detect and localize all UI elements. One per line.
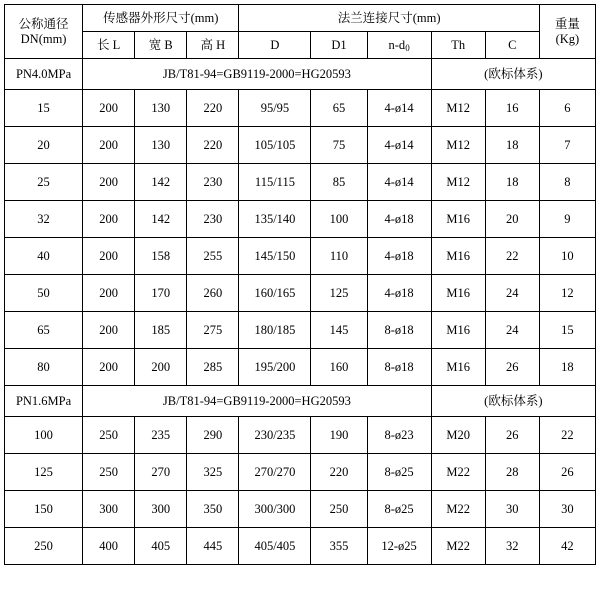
cell-length: 200 xyxy=(83,127,135,164)
cell-dn: 32 xyxy=(5,201,83,238)
header-group-sensor: 传感器外形尺寸(mm) xyxy=(83,5,239,32)
cell-height: 230 xyxy=(187,164,239,201)
cell-d1: 160 xyxy=(311,349,367,386)
header-nominal-diameter-line2: DN(mm) xyxy=(20,31,67,46)
cell-d1: 220 xyxy=(311,454,367,491)
cell-n-d0: 4-ø18 xyxy=(367,201,431,238)
cell-length: 200 xyxy=(83,312,135,349)
cell-c: 22 xyxy=(485,238,539,275)
cell-dn: 150 xyxy=(5,491,83,528)
group-standard-label: JB/T81-94=GB9119-2000=HG20593 xyxy=(83,386,432,417)
cell-d: 195/200 xyxy=(239,349,311,386)
cell-n-d0: 8-ø18 xyxy=(367,349,431,386)
cell-d: 300/300 xyxy=(239,491,311,528)
table-row xyxy=(5,201,596,238)
cell-width: 142 xyxy=(135,164,187,201)
cell-length: 200 xyxy=(83,238,135,275)
cell-th: M16 xyxy=(431,312,485,349)
cell-d1: 355 xyxy=(311,528,367,565)
cell-width: 270 xyxy=(135,454,187,491)
header-flange-n-d0-text: n-d xyxy=(388,37,406,52)
cell-d: 145/150 xyxy=(239,238,311,275)
cell-th: M16 xyxy=(431,201,485,238)
cell-weight: 8 xyxy=(539,164,595,201)
cell-width: 300 xyxy=(135,491,187,528)
cell-length: 200 xyxy=(83,201,135,238)
cell-d: 405/405 xyxy=(239,528,311,565)
cell-d1: 145 xyxy=(311,312,367,349)
cell-width: 130 xyxy=(135,90,187,127)
table-row xyxy=(5,349,596,386)
header-weight xyxy=(539,5,595,59)
cell-width: 200 xyxy=(135,349,187,386)
specification-table xyxy=(4,4,596,565)
header-flange-d1: D1 xyxy=(311,32,367,59)
cell-c: 18 xyxy=(485,127,539,164)
cell-d1: 75 xyxy=(311,127,367,164)
cell-d1: 190 xyxy=(311,417,367,454)
cell-d: 270/270 xyxy=(239,454,311,491)
header-flange-n-d0-subscript: 0 xyxy=(405,42,410,53)
cell-n-d0: 8-ø25 xyxy=(367,454,431,491)
cell-dn: 80 xyxy=(5,349,83,386)
group-pressure-label: PN1.6MPa xyxy=(5,386,83,417)
cell-height: 350 xyxy=(187,491,239,528)
cell-d1: 125 xyxy=(311,275,367,312)
group-note-label: (欧标体系) xyxy=(431,386,595,417)
cell-weight: 42 xyxy=(539,528,595,565)
cell-height: 445 xyxy=(187,528,239,565)
group-standard-label: JB/T81-94=GB9119-2000=HG20593 xyxy=(83,59,432,90)
cell-dn: 25 xyxy=(5,164,83,201)
cell-weight: 12 xyxy=(539,275,595,312)
header-weight-line2: (Kg) xyxy=(555,31,580,46)
cell-height: 285 xyxy=(187,349,239,386)
cell-d: 230/235 xyxy=(239,417,311,454)
cell-weight: 22 xyxy=(539,417,595,454)
cell-width: 142 xyxy=(135,201,187,238)
cell-d1: 110 xyxy=(311,238,367,275)
header-flange-d: D xyxy=(239,32,311,59)
cell-c: 30 xyxy=(485,491,539,528)
cell-th: M16 xyxy=(431,349,485,386)
cell-dn: 20 xyxy=(5,127,83,164)
cell-dn: 50 xyxy=(5,275,83,312)
cell-width: 405 xyxy=(135,528,187,565)
group-header-row xyxy=(5,386,596,417)
cell-length: 250 xyxy=(83,454,135,491)
cell-length: 300 xyxy=(83,491,135,528)
cell-length: 200 xyxy=(83,90,135,127)
cell-width: 235 xyxy=(135,417,187,454)
cell-weight: 7 xyxy=(539,127,595,164)
table-row xyxy=(5,275,596,312)
cell-d1: 250 xyxy=(311,491,367,528)
cell-d: 95/95 xyxy=(239,90,311,127)
cell-d: 180/185 xyxy=(239,312,311,349)
cell-c: 32 xyxy=(485,528,539,565)
cell-th: M16 xyxy=(431,275,485,312)
cell-c: 26 xyxy=(485,417,539,454)
table-row xyxy=(5,528,596,565)
cell-width: 158 xyxy=(135,238,187,275)
header-group-flange: 法兰连接尺寸(mm) xyxy=(239,5,539,32)
table-row xyxy=(5,238,596,275)
header-flange-c: C xyxy=(485,32,539,59)
header-length-l: 长 L xyxy=(83,32,135,59)
cell-n-d0: 4-ø14 xyxy=(367,127,431,164)
table-row xyxy=(5,417,596,454)
cell-n-d0: 8-ø23 xyxy=(367,417,431,454)
cell-c: 20 xyxy=(485,201,539,238)
cell-d1: 100 xyxy=(311,201,367,238)
table-row xyxy=(5,90,596,127)
group-pressure-label: PN4.0MPa xyxy=(5,59,83,90)
header-flange-th: Th xyxy=(431,32,485,59)
header-nominal-diameter xyxy=(5,5,83,59)
cell-n-d0: 8-ø18 xyxy=(367,312,431,349)
cell-height: 220 xyxy=(187,90,239,127)
table-row xyxy=(5,312,596,349)
cell-n-d0: 4-ø14 xyxy=(367,164,431,201)
cell-weight: 18 xyxy=(539,349,595,386)
cell-d: 160/165 xyxy=(239,275,311,312)
cell-height: 230 xyxy=(187,201,239,238)
header-nominal-diameter-line1: 公称通径 xyxy=(18,17,69,32)
cell-width: 130 xyxy=(135,127,187,164)
cell-d: 115/115 xyxy=(239,164,311,201)
group-header-row xyxy=(5,59,596,90)
cell-length: 400 xyxy=(83,528,135,565)
cell-c: 18 xyxy=(485,164,539,201)
cell-n-d0: 12-ø25 xyxy=(367,528,431,565)
header-weight-line1: 重量 xyxy=(554,17,580,32)
cell-th: M20 xyxy=(431,417,485,454)
cell-n-d0: 4-ø14 xyxy=(367,90,431,127)
cell-weight: 10 xyxy=(539,238,595,275)
cell-th: M12 xyxy=(431,164,485,201)
cell-weight: 15 xyxy=(539,312,595,349)
table-header-bottom-row xyxy=(5,32,596,59)
cell-dn: 65 xyxy=(5,312,83,349)
cell-height: 220 xyxy=(187,127,239,164)
cell-th: M16 xyxy=(431,238,485,275)
cell-dn: 250 xyxy=(5,528,83,565)
table-row xyxy=(5,454,596,491)
cell-length: 200 xyxy=(83,349,135,386)
cell-n-d0: 8-ø25 xyxy=(367,491,431,528)
cell-dn: 125 xyxy=(5,454,83,491)
cell-th: M22 xyxy=(431,491,485,528)
group-note-label: (欧标体系) xyxy=(431,59,595,90)
cell-height: 275 xyxy=(187,312,239,349)
cell-th: M22 xyxy=(431,528,485,565)
cell-th: M12 xyxy=(431,90,485,127)
cell-dn: 15 xyxy=(5,90,83,127)
cell-width: 170 xyxy=(135,275,187,312)
cell-d: 135/140 xyxy=(239,201,311,238)
cell-height: 260 xyxy=(187,275,239,312)
cell-d1: 85 xyxy=(311,164,367,201)
cell-length: 200 xyxy=(83,275,135,312)
header-height-h: 高 H xyxy=(187,32,239,59)
table-header-top-row xyxy=(5,5,596,32)
cell-n-d0: 4-ø18 xyxy=(367,238,431,275)
cell-width: 185 xyxy=(135,312,187,349)
cell-d1: 65 xyxy=(311,90,367,127)
cell-weight: 30 xyxy=(539,491,595,528)
table-row xyxy=(5,164,596,201)
cell-th: M22 xyxy=(431,454,485,491)
table-row xyxy=(5,491,596,528)
cell-height: 325 xyxy=(187,454,239,491)
cell-length: 250 xyxy=(83,417,135,454)
cell-weight: 26 xyxy=(539,454,595,491)
cell-dn: 40 xyxy=(5,238,83,275)
cell-height: 255 xyxy=(187,238,239,275)
cell-n-d0: 4-ø18 xyxy=(367,275,431,312)
cell-c: 28 xyxy=(485,454,539,491)
cell-c: 16 xyxy=(485,90,539,127)
header-width-b: 宽 B xyxy=(135,32,187,59)
cell-weight: 9 xyxy=(539,201,595,238)
header-flange-n-d0 xyxy=(367,32,431,59)
cell-th: M12 xyxy=(431,127,485,164)
cell-c: 24 xyxy=(485,275,539,312)
table-row xyxy=(5,127,596,164)
cell-height: 290 xyxy=(187,417,239,454)
cell-dn: 100 xyxy=(5,417,83,454)
cell-d: 105/105 xyxy=(239,127,311,164)
cell-c: 26 xyxy=(485,349,539,386)
cell-weight: 6 xyxy=(539,90,595,127)
cell-length: 200 xyxy=(83,164,135,201)
cell-c: 24 xyxy=(485,312,539,349)
